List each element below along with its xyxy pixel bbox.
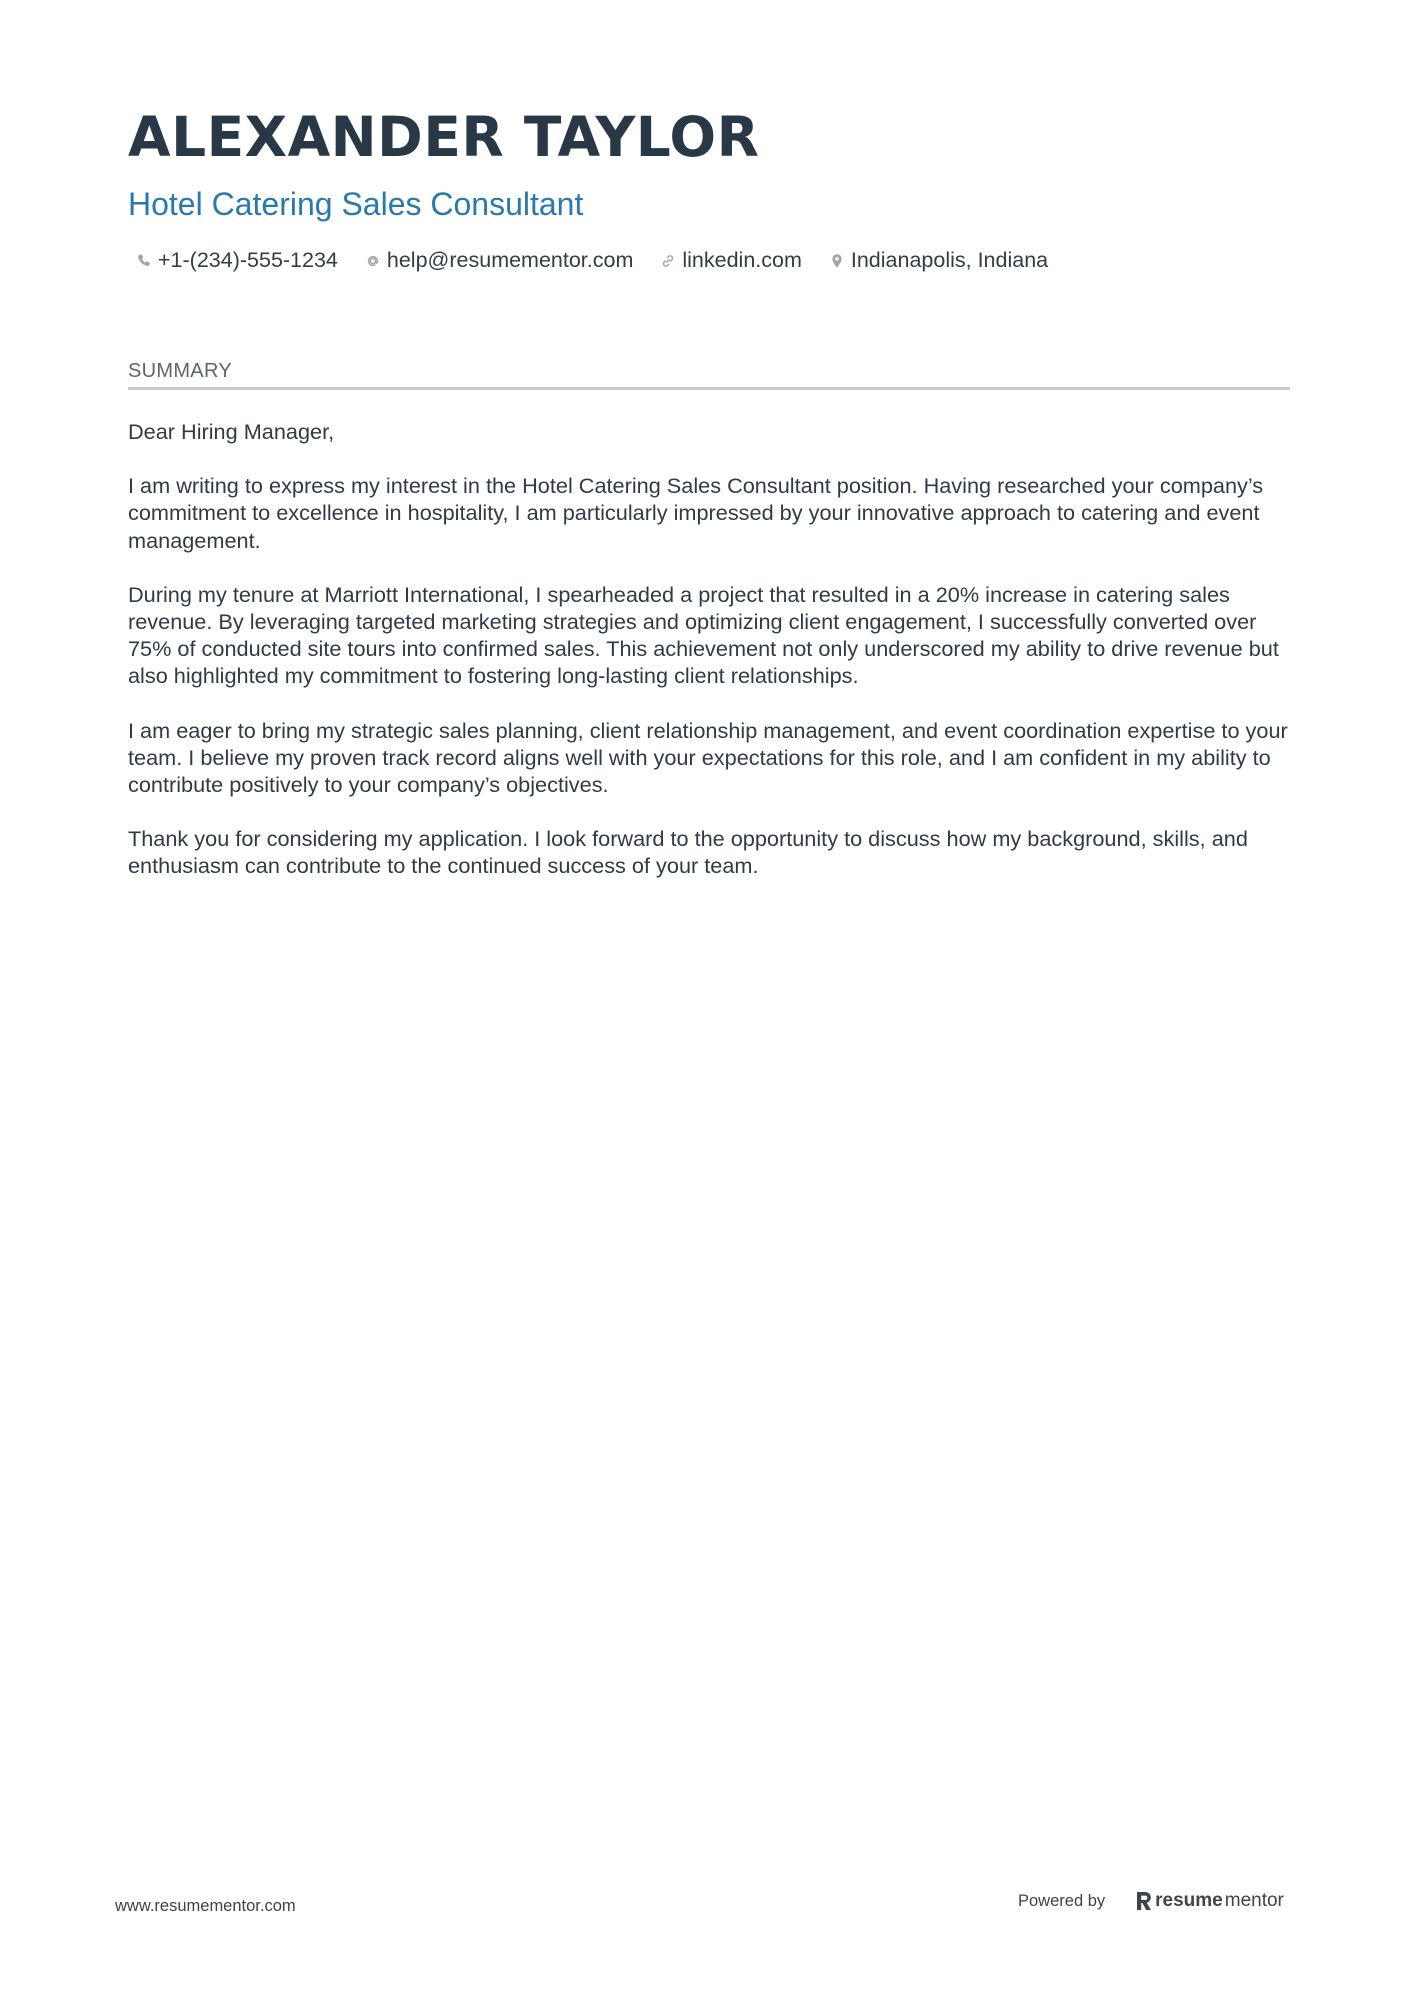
- summary-heading: SUMMARY: [128, 361, 1290, 390]
- contact-bar: [136, 248, 1048, 273]
- letter-body: [128, 418, 1290, 907]
- location-text: Indianapolis, Indiana: [850, 248, 1049, 272]
- brand-name-light: mentor: [1224, 1890, 1284, 1911]
- contact-linkedin: [660, 248, 802, 273]
- footer-branding: [1018, 1890, 1284, 1912]
- letter-paragraph: I am eager to bring my strategic sales planning, client relationship management, and event coordination expertise to your team. I believe my proven track record aligns well with your expectations for this role, and I am confident in my ability to contribute positively to your company’s objectives.: [128, 717, 1288, 798]
- contact-email: [365, 248, 633, 273]
- salutation: Dear Hiring Manager,: [128, 419, 335, 444]
- powered-by-label: Powered by: [1018, 1891, 1106, 1910]
- map-pin-icon: [829, 253, 845, 269]
- email-address[interactable]: help@resumementor.com: [386, 248, 634, 272]
- link-icon: [660, 253, 676, 269]
- candidate-name: ALEXANDER TAYLOR: [128, 105, 760, 169]
- brand-name-bold: resume: [1155, 1890, 1223, 1911]
- job-title: Hotel Catering Sales Consultant: [128, 186, 584, 222]
- letter-paragraph: During my tenure at Marriott International, I spearheaded a project that resulted in a 20% increase in catering sales revenue. By leveraging targeted marketing strategies and optimizing client engagement, I successfully converted over 75% of conducted site tours into confirmed sales. This achievement not only underscored my ability to drive revenue but also highlighted my commitment to fostering long-lasting client relationships.: [128, 581, 1279, 689]
- brand-logo[interactable]: [1135, 1890, 1284, 1912]
- letter-paragraph: I am writing to express my interest in the Hotel Catering Sales Consultant position. Having researched your company’s commitment to excellence in hospitality, I am particularly impressed by your innovative approach to catering and event management.: [128, 473, 1264, 553]
- linkedin-link[interactable]: linkedin.com: [682, 248, 802, 272]
- at-icon: [365, 253, 381, 269]
- phone-icon: [136, 253, 152, 269]
- letter-paragraph: Thank you for considering my application. I look forward to the opportunity to discuss how my background, skills, and enthusiasm can contribute to the continued success of your team.: [128, 826, 1248, 879]
- contact-phone: [136, 248, 338, 273]
- contact-location: [829, 248, 1048, 273]
- phone-number: +1-(234)-555-1234: [158, 248, 338, 272]
- resumementor-logo-icon: [1135, 1890, 1153, 1912]
- footer-website[interactable]: www.resumementor.com: [115, 1897, 296, 1915]
